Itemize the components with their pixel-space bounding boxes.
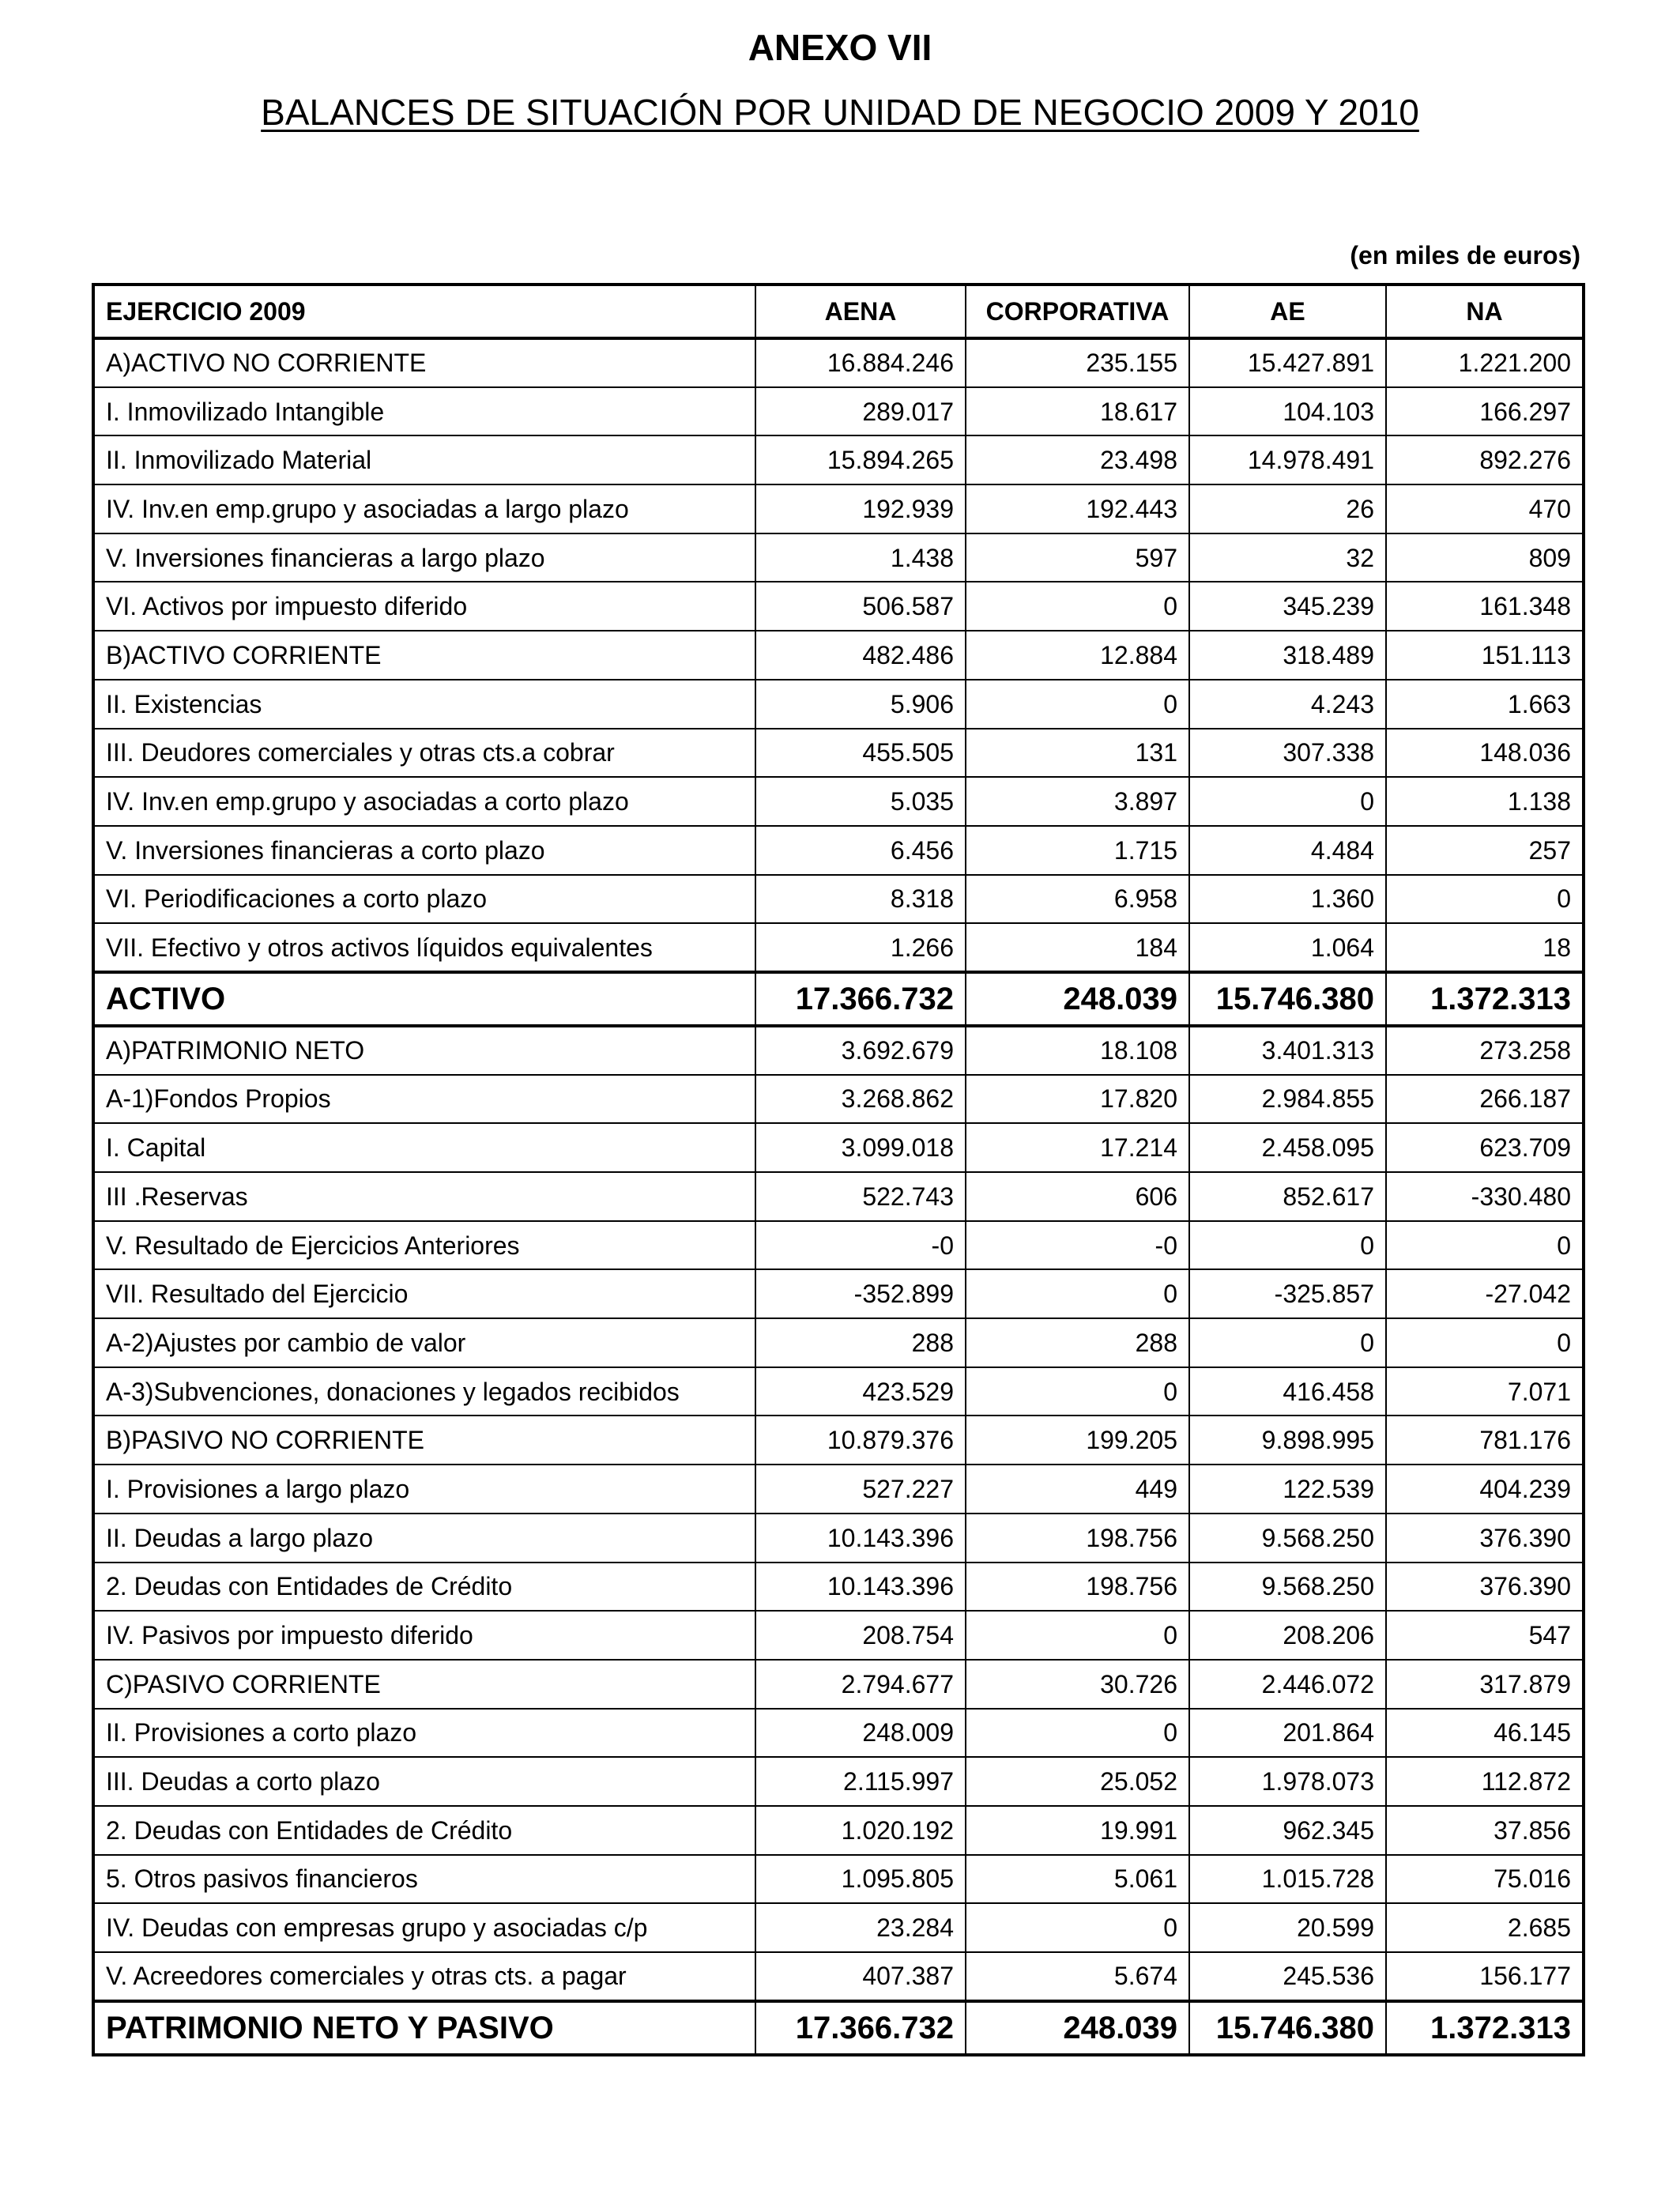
- value-corporativa: 17.820: [966, 1075, 1189, 1124]
- value-ae: 14.978.491: [1189, 435, 1386, 484]
- row-label: II. Inmovilizado Material: [93, 435, 755, 484]
- value-aena: 10.143.396: [755, 1514, 966, 1563]
- balance-sheet-table: [92, 283, 1585, 2056]
- row-label: IV. Inv.en emp.grupo y asociadas a largo plazo: [93, 484, 755, 533]
- value-ae: 416.458: [1189, 1367, 1386, 1416]
- row-label: B)PASIVO NO CORRIENTE: [93, 1416, 755, 1465]
- value-ae: 0: [1189, 777, 1386, 826]
- value-aena: 23.284: [755, 1903, 966, 1952]
- value-aena: 6.456: [755, 826, 966, 875]
- table-row: [93, 2001, 1584, 2055]
- table-row: [93, 533, 1584, 582]
- value-aena: 3.268.862: [755, 1075, 966, 1124]
- value-aena: 1.020.192: [755, 1806, 966, 1855]
- table-row: [93, 1757, 1584, 1806]
- table-row: [93, 1416, 1584, 1465]
- value-na: 1.221.200: [1386, 338, 1584, 387]
- value-aena: 16.884.246: [755, 338, 966, 387]
- value-aena: 5.035: [755, 777, 966, 826]
- value-corporativa: 6.958: [966, 875, 1189, 924]
- row-label: V. Resultado de Ejercicios Anteriores: [93, 1221, 755, 1270]
- value-corporativa: 5.674: [966, 1952, 1189, 2001]
- value-na: 376.390: [1386, 1514, 1584, 1563]
- value-corporativa: 5.061: [966, 1855, 1189, 1904]
- value-aena: 3.099.018: [755, 1123, 966, 1172]
- row-label: 5. Otros pasivos financieros: [93, 1855, 755, 1904]
- value-ae: 9.568.250: [1189, 1514, 1386, 1563]
- table-row: [93, 1465, 1584, 1514]
- value-corporativa: 198.756: [966, 1563, 1189, 1612]
- value-ae: 1.360: [1189, 875, 1386, 924]
- value-ae: 201.864: [1189, 1709, 1386, 1758]
- value-ae: 32: [1189, 533, 1386, 582]
- table-row: [93, 1367, 1584, 1416]
- value-ae: 15.746.380: [1189, 2001, 1386, 2055]
- table-row: [93, 1855, 1584, 1904]
- value-aena: 208.754: [755, 1611, 966, 1660]
- value-corporativa: 184: [966, 923, 1189, 972]
- row-label: III. Deudores comerciales y otras cts.a cobrar: [93, 729, 755, 778]
- value-na: 161.348: [1386, 582, 1584, 631]
- value-corporativa: 19.991: [966, 1806, 1189, 1855]
- value-na: 257: [1386, 826, 1584, 875]
- value-corporativa: 597: [966, 533, 1189, 582]
- value-aena: 423.529: [755, 1367, 966, 1416]
- value-corporativa: 18.617: [966, 387, 1189, 436]
- row-label: I. Provisiones a largo plazo: [93, 1465, 755, 1514]
- value-corporativa: 235.155: [966, 338, 1189, 387]
- row-label: VII. Efectivo y otros activos líquidos equivalentes: [93, 923, 755, 972]
- table-row: [93, 1514, 1584, 1563]
- row-label: VI. Periodificaciones a corto plazo: [93, 875, 755, 924]
- value-aena: 527.227: [755, 1465, 966, 1514]
- row-label: A-2)Ajustes por cambio de valor: [93, 1318, 755, 1367]
- value-aena: 407.387: [755, 1952, 966, 2001]
- row-label: III .Reservas: [93, 1172, 755, 1221]
- header-aena: AENA: [755, 285, 966, 338]
- value-ae: 208.206: [1189, 1611, 1386, 1660]
- row-label: B)ACTIVO CORRIENTE: [93, 631, 755, 680]
- value-aena: 10.879.376: [755, 1416, 966, 1465]
- row-label: II. Deudas a largo plazo: [93, 1514, 755, 1563]
- value-aena: 482.486: [755, 631, 966, 680]
- value-aena: 1.266: [755, 923, 966, 972]
- value-aena: 248.009: [755, 1709, 966, 1758]
- table-row: [93, 923, 1584, 972]
- table-row: [93, 582, 1584, 631]
- table-row: [93, 826, 1584, 875]
- row-label: VI. Activos por impuesto diferido: [93, 582, 755, 631]
- value-ae: 2.446.072: [1189, 1660, 1386, 1709]
- value-corporativa: 12.884: [966, 631, 1189, 680]
- value-ae: 20.599: [1189, 1903, 1386, 1952]
- row-label: A)ACTIVO NO CORRIENTE: [93, 338, 755, 387]
- value-corporativa: 198.756: [966, 1514, 1189, 1563]
- value-aena: 15.894.265: [755, 435, 966, 484]
- value-na: 156.177: [1386, 1952, 1584, 2001]
- annex-title: ANEXO VII: [748, 27, 932, 68]
- header-ae: AE: [1189, 285, 1386, 338]
- value-ae: 26: [1189, 484, 1386, 533]
- value-corporativa: 25.052: [966, 1757, 1189, 1806]
- row-label: A)PATRIMONIO NETO: [93, 1026, 755, 1075]
- value-na: 404.239: [1386, 1465, 1584, 1514]
- value-na: 317.879: [1386, 1660, 1584, 1709]
- value-ae: 345.239: [1189, 582, 1386, 631]
- value-na: 0: [1386, 1221, 1584, 1270]
- value-aena: 10.143.396: [755, 1563, 966, 1612]
- table-row: [93, 1221, 1584, 1270]
- value-corporativa: 192.443: [966, 484, 1189, 533]
- value-na: 0: [1386, 875, 1584, 924]
- value-ae: 962.345: [1189, 1806, 1386, 1855]
- value-na: 37.856: [1386, 1806, 1584, 1855]
- table-row: [93, 1123, 1584, 1172]
- value-ae: 1.015.728: [1189, 1855, 1386, 1904]
- value-corporativa: 0: [966, 1269, 1189, 1318]
- value-ae: 0: [1189, 1318, 1386, 1367]
- table-header-row: [93, 285, 1584, 338]
- header-na: NA: [1386, 285, 1584, 338]
- value-na: 7.071: [1386, 1367, 1584, 1416]
- value-ae: 245.536: [1189, 1952, 1386, 2001]
- value-corporativa: 23.498: [966, 435, 1189, 484]
- value-corporativa: -0: [966, 1221, 1189, 1270]
- value-na: 0: [1386, 1318, 1584, 1367]
- table-row: [93, 631, 1584, 680]
- value-corporativa: 30.726: [966, 1660, 1189, 1709]
- value-na: 112.872: [1386, 1757, 1584, 1806]
- value-aena: 506.587: [755, 582, 966, 631]
- value-corporativa: 248.039: [966, 2001, 1189, 2055]
- value-aena: 1.095.805: [755, 1855, 966, 1904]
- row-label: I. Capital: [93, 1123, 755, 1172]
- value-corporativa: 0: [966, 1367, 1189, 1416]
- table-row: [93, 1952, 1584, 2001]
- value-corporativa: 18.108: [966, 1026, 1189, 1075]
- value-ae: 852.617: [1189, 1172, 1386, 1221]
- value-ae: 15.427.891: [1189, 338, 1386, 387]
- value-ae: -325.857: [1189, 1269, 1386, 1318]
- value-corporativa: 0: [966, 680, 1189, 729]
- value-ae: 2.984.855: [1189, 1075, 1386, 1124]
- value-ae: 9.568.250: [1189, 1563, 1386, 1612]
- value-ae: 104.103: [1189, 387, 1386, 436]
- value-aena: -352.899: [755, 1269, 966, 1318]
- value-aena: 1.438: [755, 533, 966, 582]
- row-label: V. Acreedores comerciales y otras cts. a pagar: [93, 1952, 755, 2001]
- units-note: (en miles de euros): [1350, 241, 1580, 270]
- value-ae: 3.401.313: [1189, 1026, 1386, 1075]
- table-row: [93, 338, 1584, 387]
- table-row: [93, 1903, 1584, 1952]
- value-aena: 455.505: [755, 729, 966, 778]
- value-ae: 2.458.095: [1189, 1123, 1386, 1172]
- value-aena: 2.794.677: [755, 1660, 966, 1709]
- header-corporativa: CORPORATIVA: [966, 285, 1189, 338]
- value-na: 151.113: [1386, 631, 1584, 680]
- value-na: 470: [1386, 484, 1584, 533]
- value-corporativa: 0: [966, 1709, 1189, 1758]
- value-aena: 522.743: [755, 1172, 966, 1221]
- table-row: [93, 1806, 1584, 1855]
- table-row: [93, 387, 1584, 436]
- value-na: 1.663: [1386, 680, 1584, 729]
- value-aena: 3.692.679: [755, 1026, 966, 1075]
- value-corporativa: 0: [966, 582, 1189, 631]
- row-label: IV. Inv.en emp.grupo y asociadas a corto plazo: [93, 777, 755, 826]
- value-ae: 4.243: [1189, 680, 1386, 729]
- row-label: I. Inmovilizado Intangible: [93, 387, 755, 436]
- value-na: 75.016: [1386, 1855, 1584, 1904]
- row-label: II. Existencias: [93, 680, 755, 729]
- table-row: [93, 777, 1584, 826]
- value-corporativa: 288: [966, 1318, 1189, 1367]
- value-corporativa: 131: [966, 729, 1189, 778]
- row-label: IV. Pasivos por impuesto diferido: [93, 1611, 755, 1660]
- row-label: ACTIVO: [93, 972, 755, 1026]
- table-row: [93, 875, 1584, 924]
- value-ae: 0: [1189, 1221, 1386, 1270]
- value-na: 547: [1386, 1611, 1584, 1660]
- value-na: 273.258: [1386, 1026, 1584, 1075]
- table-row: [93, 1709, 1584, 1758]
- value-na: 1.372.313: [1386, 2001, 1584, 2055]
- row-label: VII. Resultado del Ejercicio: [93, 1269, 755, 1318]
- row-label: 2. Deudas con Entidades de Crédito: [93, 1806, 755, 1855]
- row-label: A-1)Fondos Propios: [93, 1075, 755, 1124]
- table-row: [93, 1075, 1584, 1124]
- value-na: 781.176: [1386, 1416, 1584, 1465]
- table-row: [93, 729, 1584, 778]
- value-ae: 122.539: [1189, 1465, 1386, 1514]
- value-na: 1.372.313: [1386, 972, 1584, 1026]
- value-corporativa: 606: [966, 1172, 1189, 1221]
- value-ae: 307.338: [1189, 729, 1386, 778]
- value-ae: 1.978.073: [1189, 1757, 1386, 1806]
- value-aena: 2.115.997: [755, 1757, 966, 1806]
- value-na: -330.480: [1386, 1172, 1584, 1221]
- value-na: 2.685: [1386, 1903, 1584, 1952]
- value-ae: 15.746.380: [1189, 972, 1386, 1026]
- value-corporativa: 0: [966, 1903, 1189, 1952]
- row-label: A-3)Subvenciones, donaciones y legados recibidos: [93, 1367, 755, 1416]
- value-na: 166.297: [1386, 387, 1584, 436]
- value-na: 809: [1386, 533, 1584, 582]
- table-row: [93, 1660, 1584, 1709]
- row-label: 2. Deudas con Entidades de Crédito: [93, 1563, 755, 1612]
- value-aena: -0: [755, 1221, 966, 1270]
- value-ae: 4.484: [1189, 826, 1386, 875]
- document-subtitle: BALANCES DE SITUACIÓN POR UNIDAD DE NEGOCIO 2009 Y 2010: [261, 92, 1419, 133]
- row-label: V. Inversiones financieras a corto plazo: [93, 826, 755, 875]
- value-aena: 8.318: [755, 875, 966, 924]
- value-na: 1.138: [1386, 777, 1584, 826]
- value-na: 376.390: [1386, 1563, 1584, 1612]
- value-na: 18: [1386, 923, 1584, 972]
- value-aena: 17.366.732: [755, 972, 966, 1026]
- value-aena: 192.939: [755, 484, 966, 533]
- value-ae: 9.898.995: [1189, 1416, 1386, 1465]
- row-label: II. Provisiones a corto plazo: [93, 1709, 755, 1758]
- value-corporativa: 248.039: [966, 972, 1189, 1026]
- header-year: EJERCICIO 2009: [93, 285, 755, 338]
- row-label: PATRIMONIO NETO Y PASIVO: [93, 2001, 755, 2055]
- table-row: [93, 1172, 1584, 1221]
- row-label: IV. Deudas con empresas grupo y asociadas c/p: [93, 1903, 755, 1952]
- table-row: [93, 1269, 1584, 1318]
- value-ae: 318.489: [1189, 631, 1386, 680]
- value-aena: 17.366.732: [755, 2001, 966, 2055]
- value-corporativa: 1.715: [966, 826, 1189, 875]
- value-na: 623.709: [1386, 1123, 1584, 1172]
- table-row: [93, 680, 1584, 729]
- table-row: [93, 1026, 1584, 1075]
- row-label: C)PASIVO CORRIENTE: [93, 1660, 755, 1709]
- value-corporativa: 0: [966, 1611, 1189, 1660]
- value-aena: 288: [755, 1318, 966, 1367]
- value-na: 46.145: [1386, 1709, 1584, 1758]
- value-aena: 5.906: [755, 680, 966, 729]
- table-row: [93, 972, 1584, 1026]
- value-na: 148.036: [1386, 729, 1584, 778]
- value-aena: 289.017: [755, 387, 966, 436]
- value-corporativa: 199.205: [966, 1416, 1189, 1465]
- value-corporativa: 449: [966, 1465, 1189, 1514]
- value-na: -27.042: [1386, 1269, 1584, 1318]
- value-na: 892.276: [1386, 435, 1584, 484]
- value-corporativa: 17.214: [966, 1123, 1189, 1172]
- table-body: [93, 338, 1584, 2055]
- table-row: [93, 484, 1584, 533]
- table-row: [93, 1563, 1584, 1612]
- table-row: [93, 435, 1584, 484]
- table-row: [93, 1318, 1584, 1367]
- value-corporativa: 3.897: [966, 777, 1189, 826]
- table-row: [93, 1611, 1584, 1660]
- value-na: 266.187: [1386, 1075, 1584, 1124]
- value-ae: 1.064: [1189, 923, 1386, 972]
- row-label: III. Deudas a corto plazo: [93, 1757, 755, 1806]
- row-label: V. Inversiones financieras a largo plazo: [93, 533, 755, 582]
